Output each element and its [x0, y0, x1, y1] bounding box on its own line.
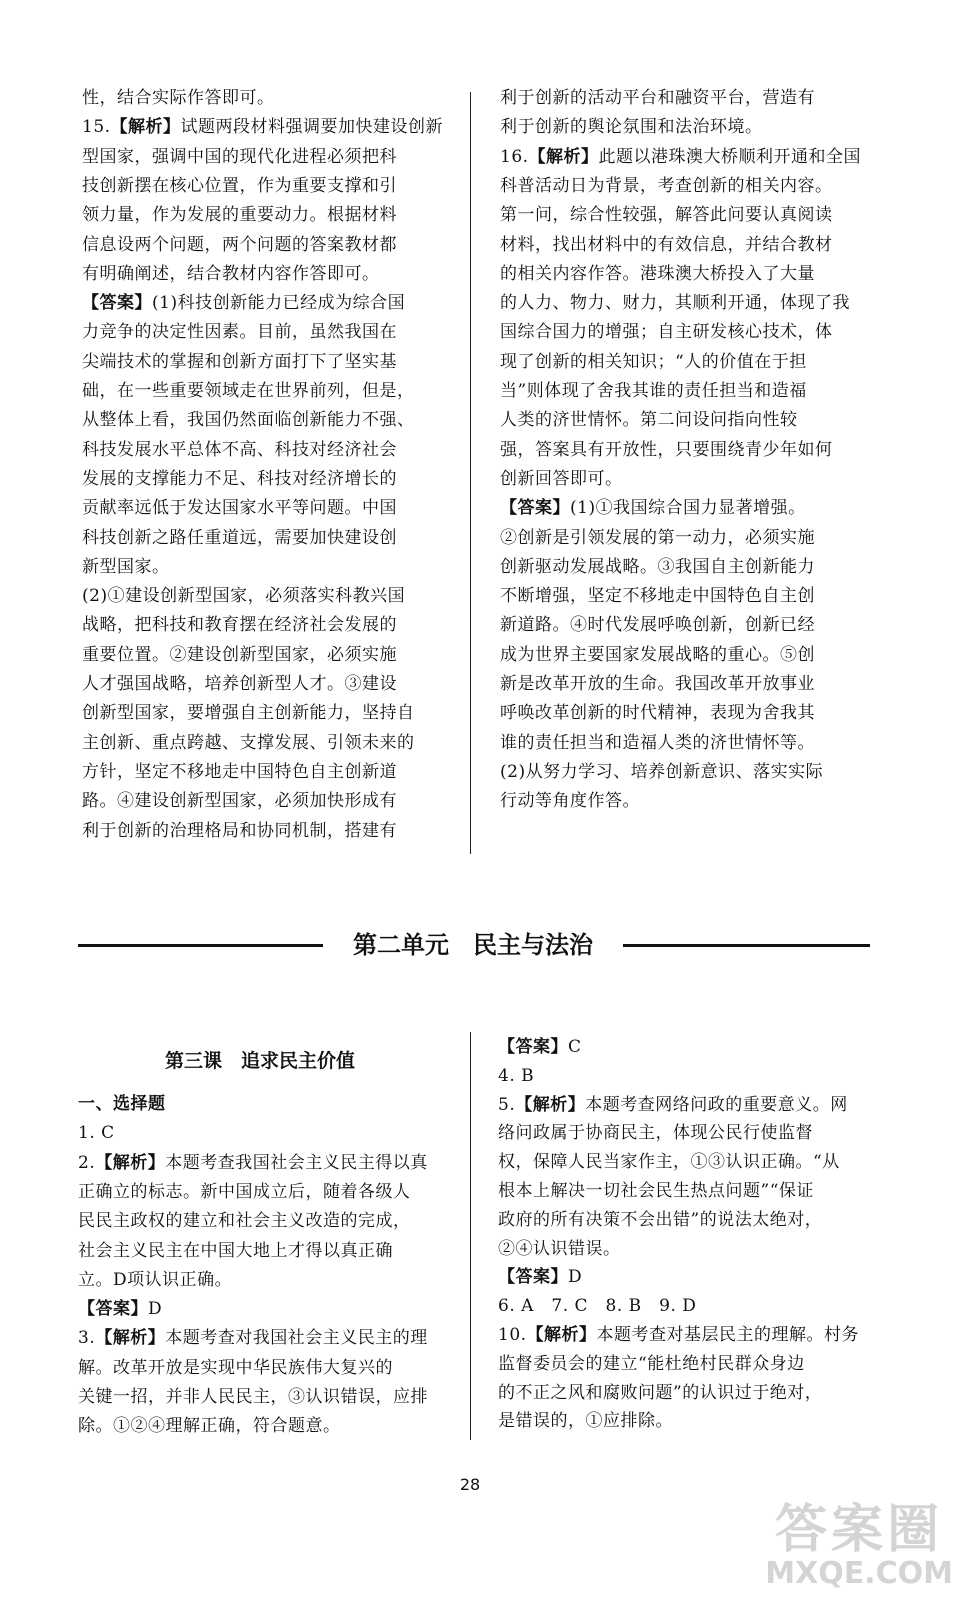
text-line [500, 203, 833, 227]
line-text: (2)①建设创新型国家，必须落实科教兴国 [82, 586, 406, 607]
text-line [78, 1356, 393, 1380]
section-tag: 【解析】 [515, 1094, 586, 1115]
line-text: 试题两段材料强调要加快建设创新 [180, 117, 444, 138]
text-line [500, 350, 807, 374]
line-text: 科技发展水平总体不高、科技对经济社会 [82, 439, 397, 460]
section-tag: 【解析】 [110, 117, 181, 138]
text-line [500, 701, 815, 725]
line-text: 正确立的标志。新中国成立后，随着各级人 [78, 1181, 411, 1202]
line-text: 础，在一些重要领域走在世界前列，但是， [82, 381, 415, 401]
section-tag: 【解析】 [95, 1152, 166, 1173]
line-text: 解。改革开放是实现中华民族伟大复兴的 [78, 1357, 393, 1378]
section-tag: 【答案】 [82, 293, 152, 314]
line-text: 科技创新之路任重道远，需要加快建设创 [82, 527, 397, 548]
line-text: 本题考查对我国社会主义民主的理 [165, 1328, 428, 1349]
text-line [82, 86, 275, 110]
text-line [500, 526, 815, 550]
text-line [82, 350, 397, 374]
top-left-column [82, 86, 467, 861]
line-text: 监督委员会的建立“能杜绝村民群众身边 [498, 1353, 805, 1374]
line-text: 谁的责任担当和造福人类的济世情怀等。 [500, 732, 815, 753]
text-line [78, 1121, 115, 1145]
text-line [82, 819, 397, 843]
line-text: C [568, 1037, 582, 1057]
watermark-logo [765, 1502, 953, 1590]
text-line [500, 320, 833, 344]
unit-rule-left [78, 944, 323, 947]
section-tag: 【答案】 [500, 498, 570, 519]
text-line [78, 1209, 411, 1233]
text-line [498, 1237, 621, 1261]
text-line [500, 262, 815, 286]
text-line [498, 1121, 813, 1145]
item-number: 15. [82, 117, 111, 138]
text-line [82, 438, 397, 462]
watermark-text: 答案圈 [775, 1500, 944, 1560]
text-line [500, 613, 815, 637]
text-line [78, 1092, 166, 1116]
lesson-title: 第三课 追求民主价值 [164, 1050, 355, 1072]
text-line [500, 760, 823, 784]
line-text: 现了创新的相关知识；“人的价值在于担 [500, 351, 807, 372]
text-line [82, 643, 397, 667]
unit-rule-right [623, 944, 870, 947]
line-text: 根本上解决一切社会民生热点问题”“保证 [498, 1181, 814, 1201]
line-text: 1. C [78, 1123, 115, 1144]
text-line [498, 1409, 673, 1433]
text-line [78, 1297, 162, 1321]
text-line [500, 643, 815, 667]
line-text: 利于创新的活动平台和融资平台，营造有 [500, 88, 815, 108]
section-tag: 【解析】 [526, 1325, 597, 1345]
text-line [82, 233, 397, 257]
line-text: 成为世界主要国家发展战略的重心。⑤创 [500, 644, 815, 665]
text-line [500, 233, 833, 257]
text-line [498, 1323, 859, 1347]
line-text: 一、选择题 [78, 1094, 166, 1114]
text-line [500, 789, 640, 813]
line-text: 贡献率远低于发达国家水平等问题。中国 [82, 498, 397, 519]
item-number: 3. [78, 1328, 96, 1349]
line-text: 不断增强，坚定不移地走中国特色自主创 [500, 586, 815, 607]
text-line [500, 672, 815, 696]
line-text: (2)从努力学习、培养创新意识、落实实际 [500, 761, 824, 782]
text-line [82, 379, 415, 403]
line-text: ②④认识错误。 [498, 1238, 621, 1259]
line-text: 呼唤改革创新的时代精神，表现为舍我其 [500, 703, 815, 724]
text-line [82, 262, 380, 286]
line-text: 国综合国力的增强；自主研发核心技术，体 [500, 322, 833, 343]
text-line [82, 555, 170, 579]
line-text: 重要位置。②建设创新型国家，必须实施 [82, 644, 397, 665]
text-line [82, 467, 397, 491]
text-line [82, 701, 415, 725]
text-line [82, 145, 397, 169]
section-tag: 【解析】 [95, 1328, 166, 1349]
text-line [78, 1414, 341, 1438]
section-tag: 【答案】 [78, 1299, 148, 1320]
line-text: 技创新摆在核心位置，作为重要支撑和引 [82, 175, 397, 196]
section-tag: 【答案】 [498, 1037, 568, 1057]
line-text: 型国家，强调中国的现代化进程必须把科 [82, 146, 397, 167]
text-line [500, 438, 833, 462]
line-text: 路。④建设创新型国家，必须加快形成有 [82, 791, 397, 812]
item-number: 10. [498, 1325, 527, 1345]
text-line [500, 379, 807, 403]
line-text: 创新驱动发展战略。③我国自主创新能力 [500, 556, 815, 577]
text-line [82, 613, 397, 637]
line-text: 本题考查网络问政的重要意义。网 [585, 1094, 848, 1115]
line-text: 方针，坚定不移地走中国特色自主创新道 [82, 761, 397, 782]
line-text: 新是改革开放的生命。我国改革开放事业 [500, 674, 815, 694]
text-line [498, 1265, 582, 1289]
text-line [82, 584, 405, 608]
text-line [498, 1352, 805, 1376]
text-line [82, 496, 397, 520]
text-line [82, 115, 443, 139]
line-text: 是错误的，①应排除。 [498, 1411, 673, 1432]
text-line [500, 408, 798, 432]
text-line [500, 555, 815, 579]
text-line [500, 496, 806, 520]
line-text: 从整体上看，我国仍然面临创新能力不强、 [82, 410, 415, 431]
line-text: (1)①我国综合国力显著增强。 [570, 498, 806, 519]
line-text: 的人力、物力、财力，其顺利开通，体现了我 [500, 293, 850, 314]
text-line [498, 1035, 582, 1059]
line-text: 利于创新的治理格局和协同机制，搭建有 [82, 820, 397, 841]
section-tag: 【答案】 [498, 1267, 568, 1288]
text-line [78, 1268, 232, 1292]
top-right-column [500, 86, 885, 826]
text-line [500, 115, 763, 139]
line-text: 此题以港珠澳大桥顺利开通和全国 [598, 146, 862, 167]
text-line [500, 174, 833, 198]
text-line [82, 174, 397, 198]
line-text: 当”则体现了舍我其谁的责任担当和造福 [500, 381, 807, 401]
line-text: 除。①②④理解正确，符合题意。 [78, 1416, 341, 1437]
text-line [500, 86, 815, 110]
line-text: 关键一招，并非人民民主，③认识错误，应排 [78, 1387, 428, 1407]
column-divider-top [470, 92, 471, 854]
line-text: 政府的所有决策不会出错”的说法太绝对， [498, 1209, 823, 1230]
text-line [78, 1239, 393, 1263]
line-text: 利于创新的舆论氛围和法治环境。 [500, 117, 763, 138]
line-text: 性，结合实际作答即可。 [82, 88, 275, 108]
text-line [500, 145, 861, 169]
text-line [82, 291, 405, 315]
line-text: 信息设两个问题，两个问题的答案教材都 [82, 234, 397, 255]
text-line [498, 1294, 696, 1318]
text-line [500, 584, 815, 608]
text-line [78, 1385, 428, 1409]
line-text: 4. B [498, 1065, 535, 1086]
text-line [82, 731, 415, 755]
line-text: 立。D项认识正确。 [78, 1269, 233, 1290]
unit-heading [78, 925, 870, 965]
line-text: 人类的济世情怀。第二问设问指向性较 [500, 410, 798, 431]
line-text: 尖端技术的掌握和创新方面打下了坚实基 [82, 351, 397, 372]
line-text: 创新回答即可。 [500, 468, 623, 489]
text-line [82, 789, 397, 813]
text-line [500, 291, 850, 315]
line-text: 本题考查对基层民主的理解。村务 [596, 1325, 860, 1345]
text-line [82, 526, 397, 550]
text-line [82, 760, 397, 784]
line-text: 新道路。④时代发展呼唤创新，创新已经 [500, 615, 815, 636]
line-text: 民民主政权的建立和社会主义改造的完成， [78, 1211, 411, 1232]
line-text: 社会主义民主在中国大地上才得以真正确 [78, 1240, 393, 1261]
line-text: 行动等角度作答。 [500, 791, 640, 812]
text-line [82, 672, 397, 696]
watermark-url: MXQE.COM [765, 1556, 953, 1591]
line-text: 强，答案具有开放性，只要围绕青少年如何 [500, 439, 833, 460]
text-line [498, 1208, 822, 1232]
line-text: 发展的支撑能力不足、科技对经济增长的 [82, 468, 397, 489]
line-text: 材料，找出材料中的有效信息，并结合教材 [500, 234, 833, 255]
line-text: 有明确阐述，结合教材内容作答即可。 [82, 263, 380, 284]
line-text: 的不正之风和腐败问题”的认识过于绝对， [498, 1382, 823, 1403]
item-number: 16. [500, 146, 529, 167]
line-text: 科普活动日为背景，考查创新的相关内容。 [500, 175, 833, 196]
line-text: 主创新、重点跨越、支撑发展、引领未来的 [82, 732, 415, 753]
text-line [82, 203, 397, 227]
line-text: 领力量，作为发展的重要动力。根据材料 [82, 205, 397, 226]
line-text: 新型国家。 [82, 556, 170, 577]
line-text: D [568, 1267, 583, 1288]
text-line [498, 1381, 822, 1405]
page-number: 28 [459, 1475, 481, 1494]
text-line [82, 320, 397, 344]
text-line [498, 1150, 840, 1174]
line-text: ②创新是引领发展的第一动力，必须实施 [500, 527, 815, 548]
line-text: 力竞争的决定性因素。目前，虽然我国在 [82, 322, 397, 343]
bottom-left-column [78, 1092, 463, 1437]
column-divider-bottom [470, 1032, 471, 1440]
text-line [498, 1093, 848, 1117]
line-text: D [148, 1299, 163, 1320]
bottom-right-column [498, 1035, 883, 1435]
item-number: 2. [78, 1152, 96, 1173]
line-text: 人才强国战略，培养创新型人才。③建设 [82, 674, 397, 694]
text-line [78, 1326, 428, 1350]
text-line [500, 731, 815, 755]
line-text: 络问政属于协商民主，体现公民行使监督 [498, 1123, 813, 1144]
text-line [498, 1179, 814, 1203]
line-text: 的相关内容作答。港珠澳大桥投入了大量 [500, 263, 815, 284]
line-text: 第一问，综合性较强，解答此问要认真阅读 [500, 205, 833, 226]
text-line [82, 408, 415, 432]
item-number: 5. [498, 1094, 516, 1115]
line-text: (1)科技创新能力已经成为综合国 [152, 293, 406, 314]
line-text: 6. A 7. C 8. B 9. D [498, 1296, 697, 1317]
text-line [78, 1180, 411, 1204]
text-line [500, 467, 623, 491]
unit-title: 第二单元 民主与法治 [323, 925, 623, 965]
section-tag: 【解析】 [528, 146, 599, 167]
line-text: 战略，把科技和教育摆在经济社会发展的 [82, 615, 397, 636]
text-line [78, 1151, 428, 1175]
line-text: 权，保障人民当家作主，①③认识正确。“从 [498, 1152, 840, 1173]
line-text: 本题考查我国社会主义民主得以真 [165, 1152, 428, 1173]
text-line [498, 1064, 534, 1088]
line-text: 创新型国家，要增强自主创新能力，坚持自 [82, 703, 415, 724]
